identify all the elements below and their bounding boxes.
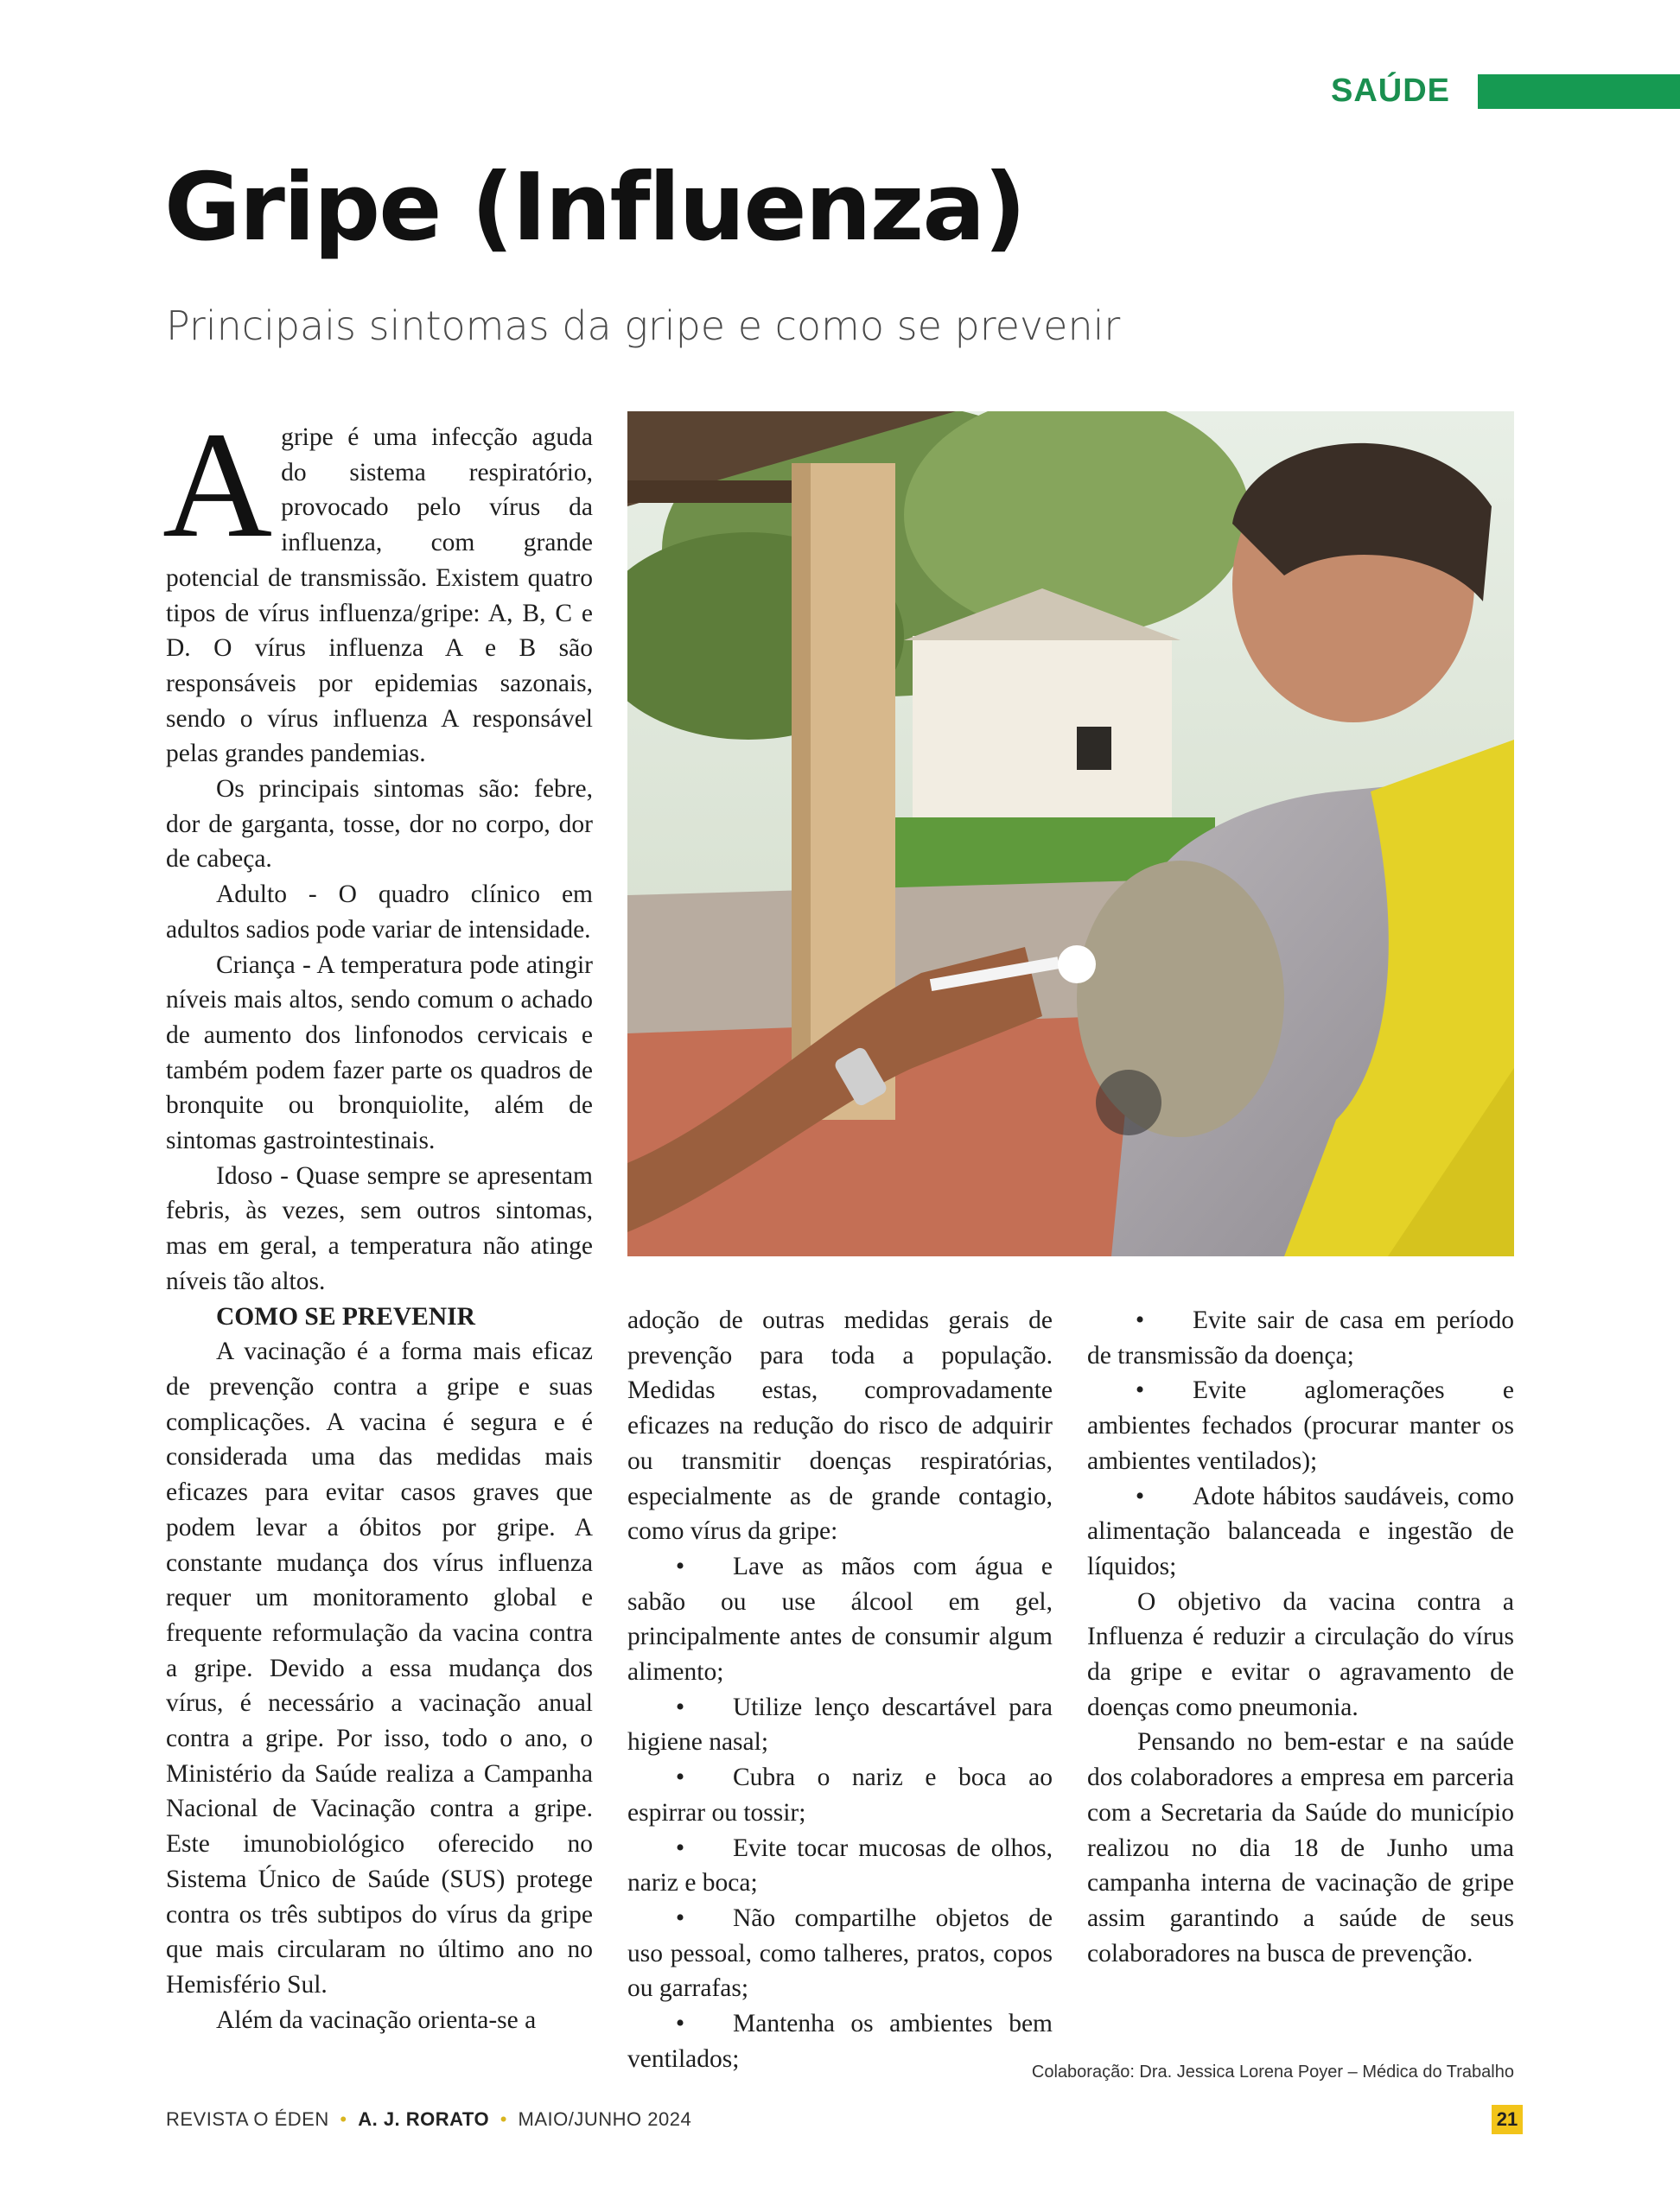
paragraph: A vacinação é a forma mais eficaz de prevenção contra a gripe e suas complicações. A vacina é segura e é considerada uma das medidas mais eficazes para evitar casos graves que podem levar a óbitos por gripe. A constante mudança dos vírus influenza requer um monitoramento global e frequente reformulação da vacina contra a gripe. Devido a essa mudança dos vírus, é necessário a vacinação anual contra a gripe. Por isso, todo o ano, o Ministério da Saúde realiza a Campanha Nacional de Vacinação contra a gripe. Este imunobiológico oferecido no Sistema Único de Saúde (SUS) protege contra os três subtipos do vírus da gripe que mais circularam no último ano no Hemisfério Sul. [166,1338,593,1999]
article-column-2 [627,1303,1053,2076]
list-item: • Lave as mãos com água e sabão ou use álcool em gel, principalmente antes de consumir algum alimento; [627,1549,1053,1690]
paragraph: Criança - A temperatura pode atingir níveis mais altos, sendo comum o achado de aumento dos linfonodos cervicais e também podem fazer parte os quadros de bronquite ou bronquiolite, além de sintomas gastrointestinais. [166,950,593,1155]
list-item: • Evite aglomerações e ambientes fechados (procurar manter os ambientes ventilados); [1087,1373,1514,1478]
list-item: • Não compartilhe objetos de uso pessoal, como talheres, pratos, copos ou garrafas; [627,1901,1053,2006]
brand-name: A. J. RORATO [358,2108,490,2130]
paragraph: Além da vacinação orienta-se a [216,2005,537,2034]
separator-dot: • [340,2108,347,2130]
bullet-icon: • [675,1764,685,1792]
bullet-icon: • [1135,1376,1145,1405]
paragraph: Idoso - Quase sempre se apresentam febris, às vezes, sem outros sintomas, mas em geral, a temperatura não atinge níveis tão altos. [166,1161,593,1295]
article-subtitle: Principais sintomas da gripe e como se prevenir [166,302,1121,349]
article-title: Gripe (Influenza) [164,154,1025,262]
paragraph: Os principais sintomas são: febre, dor de garganta, tosse, dor no corpo, dor de cabeça. [166,775,593,874]
list-item: • Cubra o nariz e boca ao espirrar ou tossir; [627,1760,1053,1830]
section-tag: SAÚDE [1331,73,1451,109]
page-footer [166,2108,691,2131]
bullet-icon: • [1135,1482,1145,1510]
bullet-icon: • [675,1904,685,1932]
list-item: • Evite sair de casa em período de transmissão da doença; [1087,1303,1514,1373]
bullet-icon: • [675,1834,685,1862]
list-item: • Adote hábitos saudáveis, como alimentação balanceada e ingestão de líquidos; [1087,1479,1514,1585]
paragraph: O objetivo da vacina contra a Influenza é reduzir a circulação do vírus da gripe e evitar o agravamento de doenças como pneumonia. [1087,1587,1514,1721]
magazine-name: REVISTA O ÉDEN [166,2108,329,2130]
drop-cap: A [162,401,273,569]
article-credit: Colaboração: Dra. Jessica Lorena Poyer – Médica do Trabalho [1031,2063,1514,2082]
article-column-3 [1087,1303,1514,1971]
paragraph: Adulto - O quadro clínico em adultos sadios pode variar de intensidade. [166,880,593,944]
page-number: 21 [1492,2105,1523,2134]
paragraph: adoção de outras medidas gerais de prevenção para toda a população. Medidas estas, comprovadamente eficazes na redução do risco de adquirir ou transmitir doenças respiratórias, especialmente as de grande contagio, como vírus da gripe: [627,1306,1053,1546]
separator-dot: • [500,2108,507,2130]
section-accent-bar [1478,74,1680,109]
issue-date: MAIO/JUNHO 2024 [518,2108,692,2130]
bullet-icon: • [1135,1306,1145,1334]
paragraph: Agripe é uma infecção aguda do sistema respiratório, provocado pelo vírus da influenza, com grande potencial de transmissão. Existem quatro tipos de vírus influenza/gripe: A, B, C e D. O vírus influenza A e B são responsáveis por epidemias sazonais, sendo o vírus influenza A responsável pelas grandes pandemias. [162,401,593,768]
article-column-1 [162,401,593,2037]
bullet-icon: • [675,1552,685,1580]
bullet-icon: • [675,1693,685,1721]
section-heading: COMO SE PREVENIR [216,1302,475,1331]
list-item: • Utilize lenço descartável para higiene nasal; [627,1690,1053,1760]
list-item: • Evite tocar mucosas de olhos, nariz e boca; [627,1831,1053,1901]
list-item: • Mantenha os ambientes bem ventilados; [627,2006,1053,2076]
vaccination-photo [627,411,1514,1256]
paragraph: Pensando no bem-estar e na saúde dos colaboradores a empresa em parceria com a Secretaria da Saúde do município realizou no dia 18 de Junho uma campanha interna de vacinação de gripe assim garantindo a saúde de seus colaboradores na busca de prevenção. [1087,1728,1514,1967]
bullet-icon: • [675,2010,685,2038]
